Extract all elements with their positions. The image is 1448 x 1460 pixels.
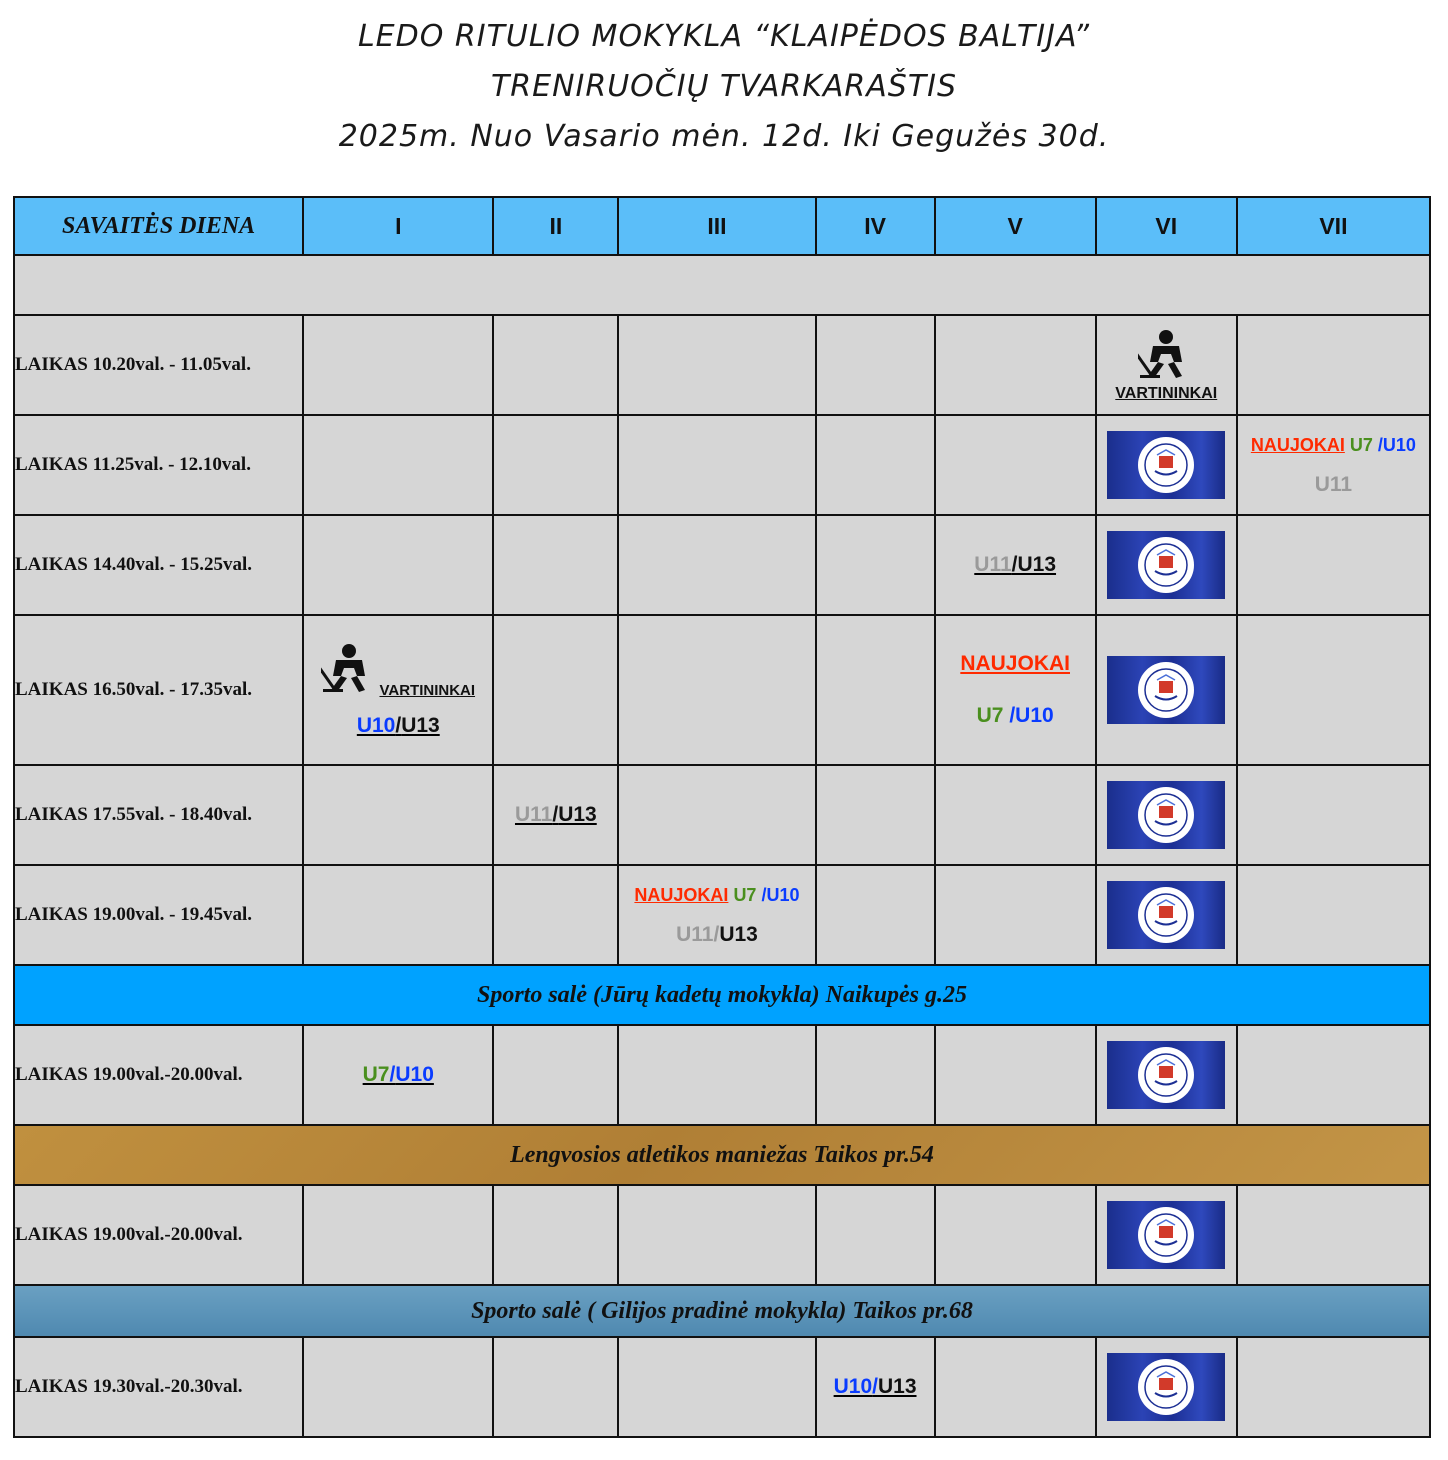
spacer-cell [14,255,1430,315]
club-flag-icon [1107,556,1225,573]
group-line [974,553,1056,576]
u13-label: U13 [719,923,758,946]
header-day: SAVAITĖS DIENA [14,197,303,255]
group-line [363,1063,434,1086]
cell-goalies [1096,315,1237,415]
section-row [14,1125,1430,1185]
cell [935,1185,1096,1285]
u13-label: U13 [1017,553,1057,576]
time-cell: LAIKAS 16.50val. - 17.35val. [14,615,303,765]
cell-groups [303,1025,493,1125]
cell [618,765,815,865]
cell-groups [935,615,1096,765]
cell [1237,1337,1430,1437]
club-flag-icon [1107,1378,1225,1395]
cell [493,315,618,415]
header-day-4: IV [816,197,935,255]
club-flag-icon [1107,906,1225,923]
slash: / [713,923,720,946]
cell-flag [1096,1025,1237,1125]
cell [618,515,815,615]
cell-groups [816,1337,935,1437]
cell [1237,515,1430,615]
u10-label: U10 [395,1063,434,1086]
u11-label: U11 [1314,473,1353,496]
group-line [515,803,597,826]
naujokai-label: NAUJOKAI [1250,435,1345,455]
group-line [936,703,1095,729]
header-day-7: VII [1237,197,1430,255]
cell [618,1337,815,1437]
page-title [0,12,1448,162]
u10-label: U10 [833,1375,873,1398]
cell [816,865,935,965]
u10-label: U10 [1015,704,1054,727]
cell [303,515,493,615]
club-flag-icon [1107,806,1225,823]
header-day-1: I [303,197,493,255]
cell [493,1025,618,1125]
cell [816,415,935,515]
naujokai-label: NAUJOKAI [634,885,729,905]
table-row [14,615,1430,765]
cell [493,515,618,615]
section-title: Lengvosios atletikos maniežas Taikos pr.54 [14,1125,1430,1185]
cell [816,765,935,865]
cell [1237,765,1430,865]
naujokai-label: NAUJOKAI [960,652,1070,675]
cell [493,415,618,515]
cell-groups [493,765,618,865]
cell [816,1025,935,1125]
slash: / [1377,435,1383,455]
cell [303,765,493,865]
goalies-label: VARTININKAI [1115,384,1218,402]
hockey-goalie-icon [321,642,377,699]
time-cell: LAIKAS 19.30val.-20.30val. [14,1337,303,1437]
goalies-label: VARTININKAI [379,681,476,699]
u11-label: U11 [514,803,553,826]
cell-groups [303,615,493,765]
u7-label: U7 [733,885,757,905]
goalie-group [1115,328,1217,403]
table-row [14,1337,1430,1437]
cell [816,515,935,615]
section-title: Sporto salė ( Gilijos pradinė mokykla) Taikos pr.68 [14,1285,1430,1337]
cell-groups [935,515,1096,615]
schedule-table [13,196,1431,1438]
cell [935,1337,1096,1437]
cell [618,415,815,515]
u13-label: U13 [558,803,597,826]
club-flag-icon [1107,1226,1225,1243]
cell [935,315,1096,415]
section-title: Sporto salė (Jūrų kadetų mokykla) Naikupės g.25 [14,965,1430,1025]
cell [493,1185,618,1285]
title-line-1: LEDO RITULIO MOKYKLA “KLAIPĖDOS BALTIJA” [357,19,1091,54]
u10-label: U10 [1382,435,1416,455]
table-row [14,415,1430,515]
table-row [14,1025,1430,1125]
time-cell: LAIKAS 11.25val. - 12.10val. [14,415,303,515]
cell [1237,315,1430,415]
cell [935,865,1096,965]
header-day-5: V [935,197,1096,255]
cell-groups [618,865,815,965]
hockey-goalie-icon [1138,367,1194,384]
cell [1237,865,1430,965]
cell [303,315,493,415]
spacer-row [14,255,1430,315]
cell [816,615,935,765]
cell [493,1337,618,1437]
slash: / [552,803,559,826]
cell-groups [1237,415,1430,515]
slash: / [761,885,767,905]
cell [618,615,815,765]
slash: / [1009,704,1016,727]
group-line [619,882,814,908]
cell [493,615,618,765]
cell [935,765,1096,865]
table-row [14,765,1430,865]
u10-label: U10 [356,713,396,737]
cell [1237,615,1430,765]
cell-flag [1096,1337,1237,1437]
u7-label: U7 [1349,435,1373,455]
club-flag-icon [1107,681,1225,698]
time-cell: LAIKAS 19.00val. - 19.45val. [14,865,303,965]
cell [493,865,618,965]
time-cell: LAIKAS 19.00val.-20.00val. [14,1185,303,1285]
cell [935,1025,1096,1125]
u13-label: U13 [877,1375,917,1398]
header-day-2: II [493,197,618,255]
cell [618,1185,815,1285]
group-line [834,1375,917,1398]
u11-label: U11 [974,553,1012,576]
cell [618,1025,815,1125]
cell [935,415,1096,515]
club-flag-icon [1107,456,1225,473]
cell [303,415,493,515]
table-row [14,1185,1430,1285]
slash: / [395,713,402,737]
u11-label: U11 [676,923,714,946]
table-row [14,865,1430,965]
slash: / [872,1375,878,1398]
cell [816,1185,935,1285]
cell-flag [1096,515,1237,615]
cell-flag [1096,1185,1237,1285]
header-day-3: III [618,197,815,255]
title-line-3: 2025m. Nuo Vasario mėn. 12d. Iki Gegužės 30d. [338,119,1110,154]
cell [618,315,815,415]
goalie-group [304,642,492,699]
slash: / [1011,553,1018,576]
cell [303,865,493,965]
section-row [14,965,1430,1025]
slash: / [389,1063,396,1086]
time-cell: LAIKAS 17.55val. - 18.40val. [14,765,303,865]
table-row [14,515,1430,615]
title-line-2: TRENIRUOČIŲ TVARKARAŠTIS [490,69,958,104]
u7-label: U7 [976,704,1004,727]
time-cell: LAIKAS 19.00val.-20.00val. [14,1025,303,1125]
cell [303,1185,493,1285]
time-cell: LAIKAS 14.40val. - 15.25val. [14,515,303,615]
cell [303,1337,493,1437]
u10-label: U10 [766,885,800,905]
table-row [14,315,1430,415]
cell-flag [1096,765,1237,865]
cell [1237,1185,1430,1285]
cell-flag [1096,615,1237,765]
cell-flag [1096,415,1237,515]
cell [1237,1025,1430,1125]
header-day-6: VI [1096,197,1237,255]
group-line [304,713,492,739]
section-row [14,1285,1430,1337]
group-line [619,922,814,948]
header-row [14,197,1430,255]
time-cell: LAIKAS 10.20val. - 11.05val. [14,315,303,415]
cell [816,315,935,415]
club-flag-icon [1107,1066,1225,1083]
u13-label: U13 [401,713,440,737]
group-line [1238,432,1429,458]
cell-flag [1096,865,1237,965]
u7-label: U7 [362,1063,390,1086]
